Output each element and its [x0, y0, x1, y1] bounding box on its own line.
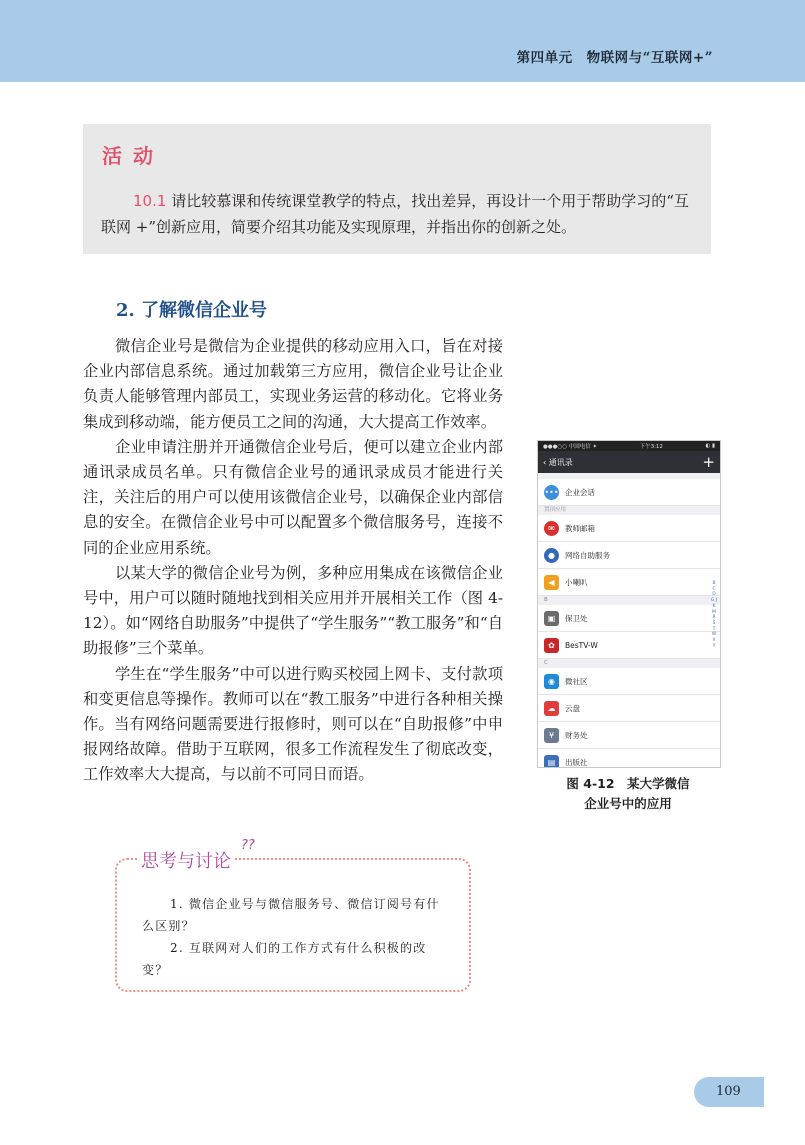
question-mark-icon: ?? [241, 838, 255, 853]
paragraph-1: 微信企业号是微信为企业提供的移动应用入口，旨在对接企业内部信息系统。通过加载第三方应用，微信企业号让企业负责人能够管理内部员工，实现业务运营的移动化。它将业务集成到移动端，能方便员工之间的沟通，大大提高工作效率。 [83, 337, 503, 431]
figure-caption [528, 774, 728, 814]
list-item[interactable] [538, 668, 720, 695]
list-item[interactable] [538, 569, 720, 596]
list-item-label: 微社区 [565, 676, 588, 686]
book-icon: ▤ [544, 755, 559, 769]
list-item[interactable] [538, 632, 720, 659]
mail-icon: ✉ [544, 521, 559, 536]
community-icon: ◉ [544, 674, 559, 689]
activity-box [83, 124, 711, 254]
tv-icon: ✿ [544, 638, 559, 653]
carrier-signal: ●●●○○ 中国电信 ✦ [543, 444, 598, 450]
discussion-title: 思考与讨论 [141, 851, 231, 872]
list-item[interactable] [538, 515, 720, 542]
chat-bubble-icon: ••• [544, 485, 559, 500]
activity-text [101, 188, 697, 240]
list-item[interactable] [538, 722, 720, 749]
list-item-label: 保卫处 [565, 613, 588, 623]
add-icon[interactable]: + [702, 452, 715, 471]
paragraph-2: 企业申请注册并开通微信企业号后，便可以建立企业内部通讯录成员名单。只有微信企业号的通讯录成员才能进行关注，关注后的用户可以使用该微信企业号，以确保企业内部信息的安全。在微信企业号中可以配置多个微信服务号，连接不同的企业应用系统。 [83, 437, 503, 557]
caption-line-1: 图 4-12 某大学微信 [566, 776, 690, 791]
globe-icon: ● [544, 548, 559, 563]
activity-title: 活动 [102, 144, 164, 168]
section-label-pinned: 置顶应用 [544, 507, 567, 513]
cloud-icon: ☁ [544, 701, 559, 716]
header-band [0, 0, 805, 82]
horn-icon: ◀ [544, 575, 559, 590]
unit-title: 第四单元 物联网与“互联网+” [516, 50, 713, 66]
list-item[interactable] [538, 542, 720, 569]
paragraph-3: 以某大学的微信企业号为例，多种应用集成在该微信企业号中，用户可以随时随地找到相关应用并开展相关工作（图 4-12）。如“网络自助服务”中提供了“学生服务”“教工服务”和“自助报修”三个菜单。 [83, 563, 503, 658]
list-item[interactable] [538, 695, 720, 722]
list-item-label: 出版社 [565, 757, 588, 767]
list-item-label: BesTV-W [565, 640, 598, 650]
list-item-label: 教师邮箱 [565, 523, 595, 533]
phone-nav-bar [538, 451, 720, 473]
caption-line-2: 企业号中的应用 [584, 796, 672, 811]
status-time: 下午3:12 [639, 444, 663, 450]
section-title: 2. 了解微信企业号 [116, 300, 268, 321]
paragraph-4: 学生在“学生服务”中可以进行购买校园上网卡、支付款项和变更信息等操作。教师可以在“教工服务”中进行各种相关操作。当有网络问题需要进行报修时，则可以在“自助报修”中申报网络故障。借助于互联网，很多工作流程发生了彻底改变，工作效率大大提高，与以前不可同日而语。 [83, 664, 503, 784]
alphabet-index[interactable]: B C D G J K M R S T W X Y [711, 581, 717, 649]
section-label-c: C [544, 660, 548, 666]
battery-icon: ◐ ▮ [705, 443, 715, 449]
discussion-question-2: 2. 互联网对人们的工作方式有什么积极的改变？ [142, 941, 427, 977]
discussion-items [142, 893, 452, 981]
activity-body: 请比较慕课和传统课堂教学的特点，找出差异，再设计一个用于帮助学习的“互联网 +”创新应用，简要介绍其功能及实现原理，并指出你的创新之处。 [101, 192, 689, 236]
list-item-label: 小喇叭 [565, 577, 588, 587]
page-number: 109 [716, 1084, 741, 1099]
section-label-b: B [544, 597, 548, 603]
list-item[interactable] [538, 605, 720, 632]
body-text [83, 334, 503, 788]
list-item[interactable] [538, 749, 720, 768]
phone-screenshot [537, 440, 721, 768]
list-item-enterprise-chat[interactable] [538, 479, 720, 506]
discussion-question-1: 1. 微信企业号与微信服务号、微信订阅号有什么区别？ [142, 897, 440, 933]
activity-number: 10.1 [133, 192, 167, 210]
finance-icon: ¥ [544, 728, 559, 743]
list-item-label: 财务处 [565, 730, 588, 740]
discussion-title-wrap [137, 847, 235, 873]
list-item-label: 网络自助服务 [565, 550, 610, 560]
shield-icon: ▣ [544, 611, 559, 626]
phone-status-bar [538, 441, 720, 451]
back-contacts-button[interactable]: ‹ 通讯录 [543, 457, 573, 467]
list-item-label: 云盘 [565, 703, 580, 713]
list-item-label: 企业会话 [565, 487, 595, 497]
